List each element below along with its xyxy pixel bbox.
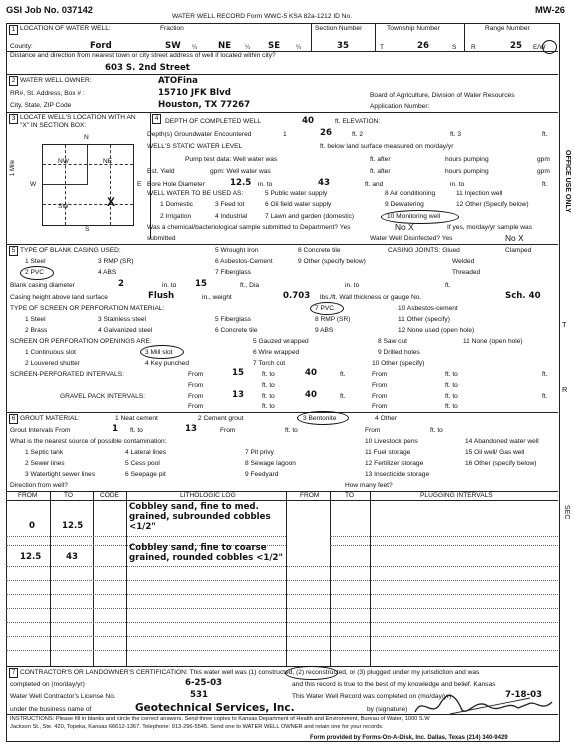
opening-2: 2 Louvered shutter [25, 360, 80, 367]
township-label: Township Number [387, 25, 440, 32]
joints-threaded: Threaded [452, 269, 481, 276]
screen-6: 6 Concrete tile [215, 327, 258, 334]
pvc-circle [20, 266, 54, 280]
log-row-1-line-1: Cobbley sand, fine to med. [129, 502, 259, 512]
form-code: MW-26 [535, 4, 566, 15]
joints-welded: Welded [452, 258, 475, 265]
completed-label: completed on (mo/day/yr) [10, 681, 85, 688]
township-number: 26 [417, 41, 429, 51]
screen-2: 2 Brass [25, 327, 48, 334]
contam-3: 3 Watertight sewer lines [25, 471, 96, 478]
contam-4: 4 Lateral lines [125, 449, 167, 456]
owner-address: 15710 JFK Blvd [158, 88, 231, 98]
log-row-2-line-1: Cobbley sand, fine to coarse [129, 543, 267, 553]
log-row-2-line-2: grained, rounded cobbles <1/2" [129, 553, 283, 563]
height-value: Flush [148, 291, 175, 301]
blank-diameter-value: 2 [118, 279, 124, 289]
ne-label: NE [103, 158, 113, 165]
grout-1: 1 Neat cement [115, 415, 158, 422]
disinfected-no-x: No X [505, 233, 524, 243]
true-text: and this record is true to the best of my knowledge and belief. Kansas [292, 681, 496, 688]
contam-7: 7 Pit privy [245, 449, 274, 456]
gpi-to-label-3: ft. to [262, 403, 275, 410]
office-use-label: OFFICE USE ONLY [564, 150, 571, 213]
screen-9: 9 ABS [315, 327, 334, 334]
contam-10: 10 Livestock pens [365, 438, 418, 445]
bore-value: 12.5 [230, 178, 252, 188]
grout-4: 4 Other [375, 415, 397, 422]
grout-3: 3 Bentonite [303, 415, 337, 422]
openings-label: SCREEN OR PERFORATION OPENINGS ARE: [10, 338, 152, 345]
chem-submitted: submitted [147, 235, 176, 242]
owner-label: WATER WELL OWNER: [20, 77, 92, 84]
gpi-from-label: From [188, 393, 204, 400]
static-label: WELL'S STATIC WATER LEVEL [147, 143, 243, 150]
fraction-label: Fraction [160, 25, 184, 32]
screen-8: 8 RMP (SR) [315, 316, 351, 323]
side-r: R [562, 385, 568, 394]
gpi-from-value: 13 [232, 390, 244, 400]
spi-to-label: ft. to [262, 371, 275, 378]
blank-ft-dia: ft., Dia [240, 282, 260, 289]
section-number: 35 [337, 41, 349, 51]
form-title: WATER WELL RECORD Form WWC-5 KSA 82a-1212 ID No. [172, 13, 353, 20]
spi-label: SCREEN-PERFORATED INTERVALS: [10, 371, 124, 378]
contam-12: 12 Fertilizer storage [365, 460, 424, 467]
gw1-number: 1 [283, 131, 287, 138]
west-label: W [30, 181, 37, 188]
south-label: S [85, 226, 90, 233]
use-1: 1 Domestic [160, 201, 193, 208]
job-number: GSI Job No. 037142 [6, 4, 94, 15]
screen-label: TYPE OF SCREEN OR PERFORATION MATERIAL: [10, 305, 165, 312]
section-1-number: 1 [9, 25, 18, 35]
footer-credit: Form provided by Forms-On-A-Disk, Inc. Dallas, Texas (214) 340-9429 [310, 735, 508, 741]
blank-in-to: in. to [162, 282, 177, 289]
record-text: This Water Well Record was completed on (mo/day/yr) [292, 693, 452, 700]
contam-13: 13 Insecticide storage [365, 471, 430, 478]
screen-10: 10 Asbestos-cement [398, 305, 458, 312]
spi-from-label-2: From [372, 371, 388, 378]
section-7-number: 7 [9, 668, 18, 678]
instructions-line-2: Jackson St., Ste. 420, Topeka, Kansas 66612-1367. Telephone: 913-296-5545. Send one to WATER WELL OWNER and retain one for your records. [10, 724, 384, 730]
license-value: 531 [190, 690, 208, 700]
address-label: RR#, St. Address, Box # : [10, 90, 85, 97]
bore-ft-and: ft. and [365, 181, 384, 188]
sw-label: SW [58, 203, 69, 210]
weight-label: in., weight [202, 294, 232, 301]
well-location-x-mark: X [107, 195, 116, 209]
screen-12: 12 None used (open hole) [398, 327, 475, 334]
grout-to-label-2: ft. to [285, 427, 298, 434]
contam-11: 11 Fuel storage [365, 449, 411, 456]
spi-from-label: From [188, 371, 204, 378]
how-many-feet-label: How many feet? [345, 482, 393, 489]
est-after: ft. after [370, 168, 391, 175]
signature-scribble [410, 690, 560, 720]
elevation-label: ft. ELEVATION: [335, 118, 381, 125]
casing-9: 9 Other (specify below) [298, 258, 366, 265]
use-label: WELL WATER TO BE USED AS: [147, 190, 244, 197]
log-header-to-2: TO [345, 492, 355, 499]
log-header-plugging: PLUGGING INTERVALS [420, 492, 493, 499]
side-t: T [562, 320, 567, 329]
section-6-number: 6 [9, 414, 18, 424]
log-row-1-line-3: <1/2" [129, 522, 156, 532]
bentonite-circle [297, 411, 349, 425]
owner-city: Houston, TX 77267 [158, 100, 251, 110]
casing-5: 5 Wrought Iron [215, 247, 259, 254]
use-7: 7 Lawn and garden (domestic) [265, 213, 355, 220]
use-9: 9 Dewatering [385, 201, 424, 208]
gpi-ft-2: ft. [542, 393, 548, 400]
opening-10: 10 Other (specify) [372, 360, 425, 367]
contam-16: 16 Other (specify below) [465, 460, 537, 467]
instructions-line-1: INSTRUCTIONS: Please fill in blanks and circle the correct answers. Send three copies to Kansas Department of Health and Environment, Bureau of Water, 1000 S.W [10, 716, 430, 722]
section-number-label: Section Number [315, 25, 363, 32]
contam-9: 9 Feedyard [245, 471, 279, 478]
gpi-from-label-2: From [372, 393, 388, 400]
log-row-1-to: 12.5 [62, 521, 84, 531]
record-date: 7-18-03 [505, 690, 543, 700]
city-label: City, State, ZIP Code [10, 102, 72, 109]
log-header-to: TO [64, 492, 74, 499]
screen-3: 3 Stainless steel [98, 316, 147, 323]
pump-after: ft. after [370, 156, 391, 163]
screen-5: 5 Fiberglass [215, 316, 251, 323]
constructed-circle [285, 666, 338, 680]
casing-3: 3 RMP (SR) [98, 258, 134, 265]
contam-1: 1 Septic tank [25, 449, 64, 456]
mill-slot-circle [140, 345, 184, 359]
chem-no-x: No X [395, 222, 414, 232]
contam-6: 6 Seepage pit [125, 471, 166, 478]
county-label: County: [10, 43, 33, 50]
monitoring-well-circle [381, 210, 459, 224]
gw-ft-label: ft. [542, 131, 548, 138]
groundwater-label: Depth(s) Groundwater Encountered [147, 131, 252, 138]
use-2: 2 Irrigation [160, 213, 192, 220]
grout-from-value: 1 [112, 424, 118, 434]
casing-6: 6 Asbestos-Cement [215, 258, 273, 265]
spi-from-label-4: From [372, 382, 388, 389]
blank-to-value: 15 [195, 279, 207, 289]
height-label: Casing height above land surface [10, 294, 108, 301]
contam-14: 14 Abandoned water well [465, 438, 539, 445]
screen-4: 4 Galvanized steel [98, 327, 153, 334]
screen-pvc-circle [310, 302, 344, 315]
business-name: Geotechnical Services, Inc. [135, 702, 295, 714]
township-s: S [452, 44, 457, 51]
casing-1: 1 Steel [25, 258, 46, 265]
contam-15: 15 Oil well/ Gas well [465, 449, 525, 456]
signature-label: by (signature) [367, 706, 408, 713]
blank-diameter-label: Blank casing diameter [10, 282, 75, 289]
casing-label: TYPE OF BLANK CASING USED: [20, 247, 121, 254]
opening-9: 9 Drilled holes [378, 349, 420, 356]
opening-4: 4 Key punched [145, 360, 189, 367]
north-label: N [84, 134, 89, 141]
spi-from-label-3: From [188, 382, 204, 389]
section-5-number: 5 [9, 246, 18, 256]
bore-to-value: 43 [318, 178, 330, 188]
log-row-1-line-2: grained, subrounded cobbles [129, 512, 271, 522]
gpi-from-label-3: From [188, 403, 204, 410]
fraction-1: SW [165, 41, 181, 51]
grout-2: 2 Cement grout [198, 415, 244, 422]
contam-2: 2 Sewer lines [25, 460, 65, 467]
section-box [42, 144, 134, 226]
screen-1: 1 Steel [25, 316, 46, 323]
pump-gpm: gpm [537, 156, 550, 163]
blank-in-to-2: in. to [345, 282, 360, 289]
est-gpm: gpm [537, 168, 550, 175]
log-row-2-from: 12.5 [20, 552, 42, 562]
log-header-code: CODE [100, 492, 120, 499]
use-12: 12 Other (Specify below) [456, 201, 529, 208]
casing-7: 7 Fiberglass [215, 269, 251, 276]
gpi-from-label-4: From [372, 403, 388, 410]
grout-intervals-label: Grout Intervals From [10, 427, 71, 434]
spi-ft-2: ft. [542, 371, 548, 378]
log-header-from: FROM [18, 492, 38, 499]
location-label: LOCATION OF WATER WELL: [20, 25, 111, 32]
section-2-number: 2 [9, 76, 18, 86]
use-6: 6 Oil field water supply [265, 201, 332, 208]
depth-label: DEPTH OF COMPLETED WELL [165, 118, 261, 125]
blank-ft: ft. [445, 282, 451, 289]
range-r: R [471, 44, 476, 51]
contamination-label: What is the nearest source of possible contamination: [10, 438, 167, 445]
locate-label: LOCATE WELL'S LOCATION WITH AN "X" IN SECTION BOX: [20, 114, 136, 129]
gpi-ft: ft. [340, 393, 346, 400]
mile-label: 1 Mile [10, 159, 16, 176]
contam-8: 8 Sewage lagoon [245, 460, 296, 467]
gw1-value: 26 [320, 128, 332, 138]
gpi-label: GRAVEL PACK INTERVALS: [60, 393, 146, 400]
use-10: 10 Monitoring well [387, 213, 441, 220]
opening-7: 7 Torch cut [253, 360, 286, 367]
east-label: E [137, 181, 142, 188]
est-yield-rest: gpm: Well water was [210, 168, 271, 175]
opening-5: 5 Gauzed wrapped [253, 338, 309, 345]
est-yield-label: Est. Yield [147, 168, 175, 175]
gpi-to-value: 40 [305, 390, 317, 400]
quarter-mark-3: ¼ [296, 45, 302, 51]
screen-11: 11 Other (specify) [398, 316, 450, 323]
gpi-to-label-2: ft. to [445, 393, 458, 400]
quarter-mark-1: ¼ [192, 45, 198, 51]
county-value: Ford [90, 41, 112, 51]
spi-to-label-4: ft. to [445, 382, 458, 389]
address-value: 603 S. 2nd Street [105, 63, 190, 73]
bore-in-to-2: in. to [450, 181, 465, 188]
joints-clamped: Clamped [505, 247, 532, 254]
joints-label: CASING JOINTS: Glued [388, 247, 460, 254]
casing-8: 8 Concrete tile [298, 247, 341, 254]
range-ew: E/W [533, 44, 546, 51]
chem-if-yes: If yes, mo/day/yr sample was [447, 224, 533, 231]
distance-label: Distance and direction from nearest town or city street address of well if located within city? [10, 52, 276, 59]
board-label: Board of Agriculture, Division of Water Resources [370, 92, 515, 99]
log-header-lithologic: LITHOLOGIC LOG [180, 492, 236, 499]
spi-ft: ft. [340, 371, 346, 378]
bore-label: Bore Hole Diameter [147, 181, 205, 188]
log-row-2-to: 43 [66, 552, 78, 562]
business-label: under the business name of [10, 706, 92, 713]
gpi-to-label: ft. to [262, 393, 275, 400]
chem-question: Was a chemical/bacteriological sample submitted to Department? Yes [147, 224, 351, 231]
application-number-label: Application Number: [370, 103, 430, 110]
screen-7: 7 PVC [315, 305, 335, 312]
certification-text: CONTRACTOR'S OR LANDOWNER'S CERTIFICATION: This water well was (1) constructed, (2) reconstructed, or (3) plugged under my jurisdiction and was [20, 669, 480, 676]
spi-from-value: 15 [232, 368, 244, 378]
quarter-mark-2: ¼ [245, 45, 251, 51]
pump-label: Pump test data: Well water was [185, 156, 278, 163]
opening-11: 11 None (open hole) [463, 338, 523, 345]
disinfected-label: Water Well Disinfected? Yes [370, 235, 453, 242]
use-4: 4 Industrial [215, 213, 248, 220]
gw3-label: ft. 3 [450, 131, 461, 138]
section-4-number: 4 [152, 114, 161, 124]
fraction-2: NE [218, 41, 232, 51]
grout-ft-from-label-2: From [365, 427, 381, 434]
use-8: 8 Air conditioning [385, 190, 436, 197]
opening-3: 3 Mill slot [145, 349, 173, 356]
direction-label: Direction from well? [10, 482, 68, 489]
casing-2: 2 PVC [25, 269, 45, 276]
gw2-label: ft. 2 [352, 131, 363, 138]
spi-to-label-2: ft. to [445, 371, 458, 378]
weight-value: 0.703 [283, 291, 311, 301]
static-rest: ft. below land surface measured on mo/day/yr [320, 143, 454, 150]
log-header-from-2: FROM [300, 492, 320, 499]
gpi-to-label-4: ft. to [445, 403, 458, 410]
depth-value: 40 [302, 116, 314, 126]
range-label: Range Number [485, 25, 530, 32]
spi-to-value: 40 [305, 368, 317, 378]
sch-value: Sch. 40 [505, 291, 541, 301]
license-label: Water Well Contractor's License No. [10, 693, 116, 700]
bore-in-to: in. to [258, 181, 273, 188]
township-t: T [380, 44, 385, 51]
nw-label: NW [58, 158, 69, 165]
pump-hours: hours pumping [445, 156, 489, 163]
opening-6: 6 Wire wrapped [253, 349, 300, 356]
log-row-1-from: 0 [29, 521, 35, 531]
grout-ft-from-label: From [220, 427, 236, 434]
bore-ft: ft. [542, 181, 548, 188]
use-5: 5 Public water supply [265, 190, 328, 197]
grout-to-value: 13 [185, 424, 197, 434]
side-sec: SEC [563, 505, 570, 520]
grout-to-label: ft. to [130, 427, 143, 434]
opening-8: 8 Saw cut [378, 338, 407, 345]
fraction-3: SE [268, 41, 281, 51]
est-hours: hours pumping [445, 168, 489, 175]
owner-value: ATOFina [158, 76, 198, 86]
completed-date: 6-25-03 [185, 678, 223, 688]
wall-label: lbs./ft. Wall thickness or gauge No. [320, 294, 422, 301]
use-3: 3 Feed lot [215, 201, 245, 208]
opening-1: 1 Continuous slot [25, 349, 76, 356]
casing-4: 4 ABS [98, 269, 117, 276]
use-11: 11 Injection well [456, 190, 503, 197]
spi-to-label-3: ft. to [262, 382, 275, 389]
grout-label: GROUT MATERIAL: [20, 415, 80, 422]
range-number: 25 [510, 41, 522, 51]
contam-5: 5 Cess pool [125, 460, 160, 467]
section-3-number: 3 [9, 114, 18, 124]
grout-to-label-3: ft. to [430, 427, 443, 434]
